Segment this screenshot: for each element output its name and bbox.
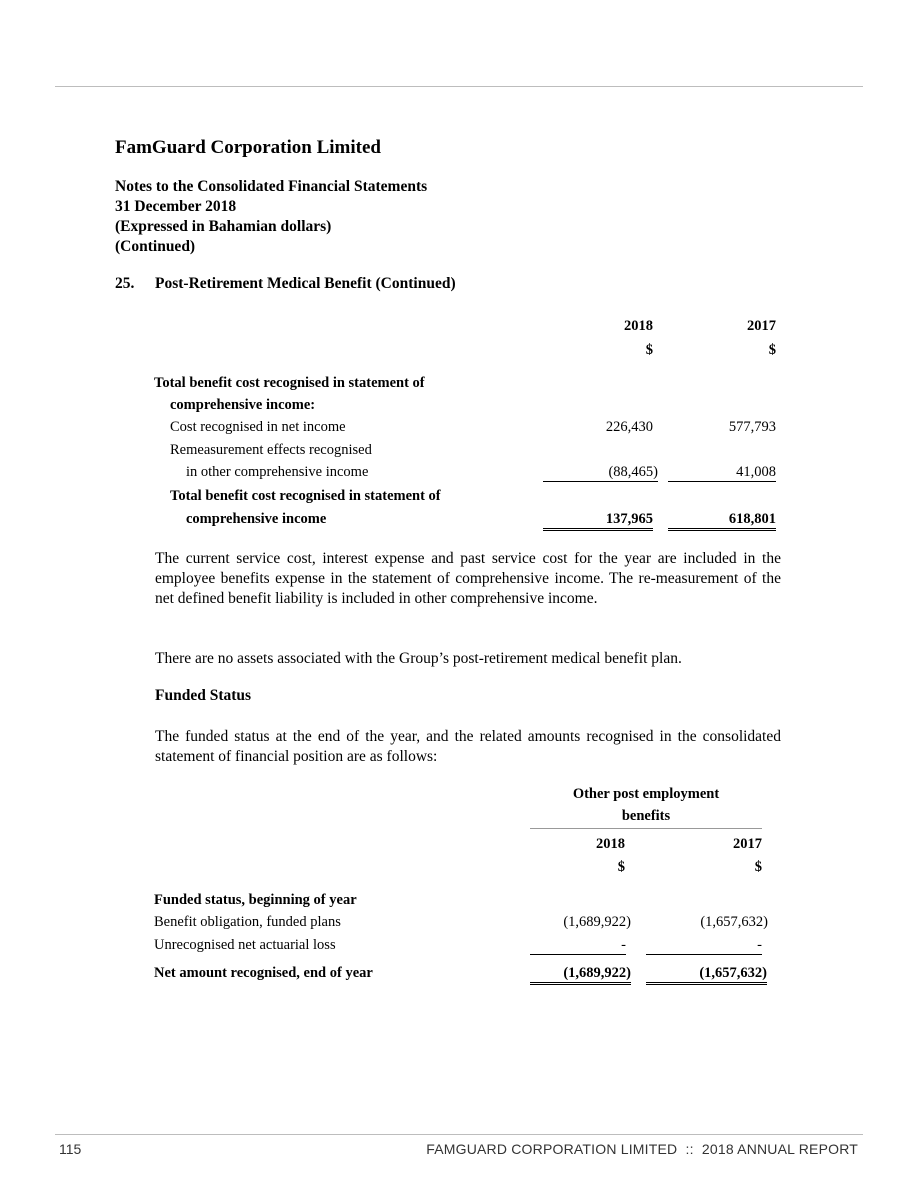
t1-total-label-line2: comprehensive income [186, 511, 327, 527]
t1-currency-2018: $ [645, 342, 653, 358]
t2-group-header-line2: benefits [530, 808, 762, 829]
t1-row1-label: Cost recognised in net income [170, 419, 346, 435]
t2-total-2017: (1,657,632) [646, 965, 767, 985]
t2-row2-2017: - [646, 937, 762, 955]
t1-row1-2018: 226,430 [605, 419, 653, 435]
t1-currency-2017: $ [768, 342, 776, 358]
t2-col-2018: 2018 [596, 836, 625, 852]
funded-status-heading: Funded Status [155, 687, 252, 704]
company-name: FamGuard Corporation Limited [115, 137, 381, 158]
t2-total-label: Net amount recognised, end of year [154, 965, 373, 981]
t1-col-2018: 2018 [624, 318, 653, 334]
t2-total-2018: (1,689,922) [530, 965, 631, 985]
notes-title: Notes to the Consolidated Financial Statements [115, 178, 428, 195]
notes-header [115, 177, 427, 257]
t1-total-2018: 137,965 [543, 511, 653, 531]
t1-heading-line2: comprehensive income: [170, 397, 316, 413]
t1-total-2017: 618,801 [668, 511, 776, 531]
t2-currency-2017: $ [754, 859, 762, 875]
page-number: 115 [59, 1141, 82, 1157]
t1-total-label-line1: Total benefit cost recognised in statement of [170, 488, 441, 504]
t2-row2-label: Unrecognised net actuarial loss [154, 937, 336, 953]
paragraph-no-assets: There are no assets associated with the Group’s post-retirement medical benefit plan. [155, 650, 682, 667]
t1-row2-2018: (88,465) [543, 464, 658, 482]
t1-row2-label-line2: in other comprehensive income [186, 464, 369, 480]
t1-heading-line1: Total benefit cost recognised in statement of [154, 375, 425, 391]
footer-title: FAMGUARD CORPORATION LIMITED :: 2018 ANNUAL REPORT [426, 1141, 858, 1157]
t2-currency-2018: $ [617, 859, 625, 875]
t2-group-header-line1: Other post employment [572, 786, 720, 802]
t1-row1-2017: 577,793 [728, 419, 776, 435]
section-number: 25. [115, 275, 135, 292]
t1-row2-label-line1: Remeasurement effects recognised [170, 442, 372, 458]
t2-row1-2018: (1,689,922) [563, 914, 631, 930]
t1-row2-2017: 41,008 [668, 464, 776, 482]
t1-col-2017: 2017 [747, 318, 776, 334]
t2-row1-label: Benefit obligation, funded plans [154, 914, 341, 930]
t2-row1-2017: (1,657,632) [700, 914, 768, 930]
section-heading [115, 275, 456, 293]
notes-date: 31 December 2018 [115, 198, 237, 215]
section-title: Post-Retirement Medical Benefit (Continued) [155, 275, 456, 292]
t2-heading: Funded status, beginning of year [154, 892, 357, 908]
t2-col-2017: 2017 [733, 836, 762, 852]
top-divider [55, 86, 863, 87]
notes-currency: (Expressed in Bahamian dollars) [115, 218, 332, 235]
bottom-divider [55, 1134, 863, 1135]
notes-continued: (Continued) [115, 238, 196, 255]
t2-row2-2018: - [530, 937, 626, 955]
paragraph-service-cost: The current service cost, interest expense and past service cost for the year are included in the employee benefits expense in the statement of comprehensive income. The re-measurement of the net defined benefit liability is included in other comprehensive income. [155, 550, 781, 607]
paragraph-funded-status: The funded status at the end of the year, and the related amounts recognised in the consolidated statement of financial position are as follows: [155, 728, 781, 765]
